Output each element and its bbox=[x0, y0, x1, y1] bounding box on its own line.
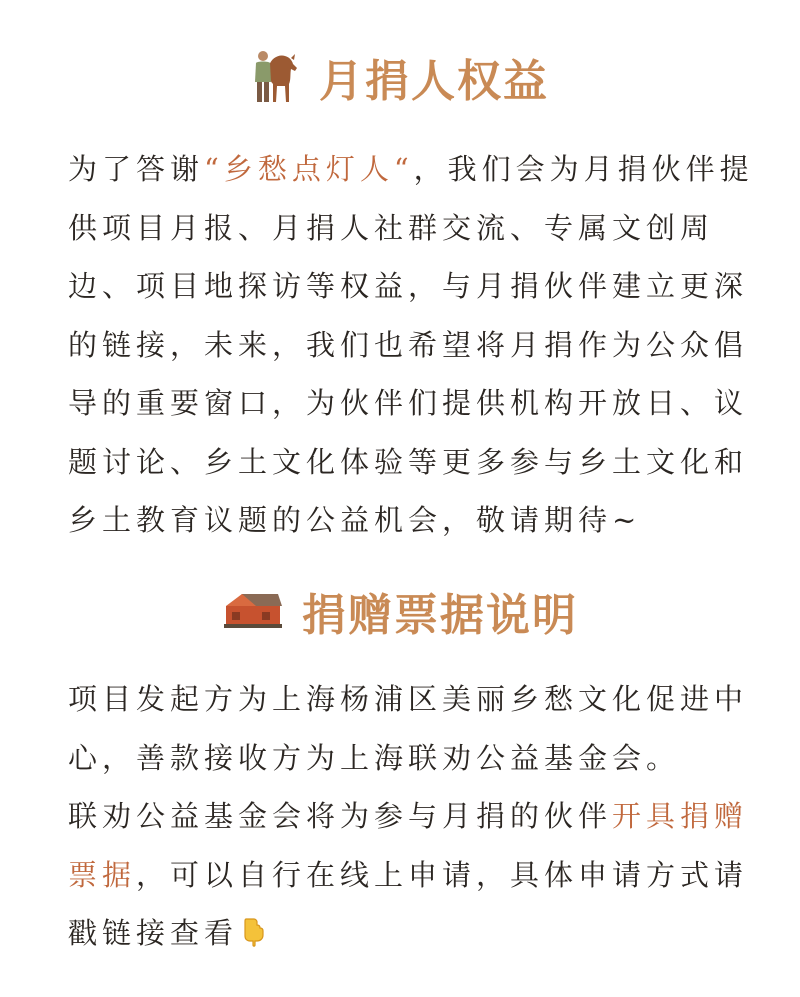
house-icon bbox=[222, 588, 284, 634]
section-title: 捐赠票据说明 bbox=[302, 590, 578, 641]
highlight-link-text[interactable]: 开具捐赠票据 bbox=[68, 799, 749, 892]
benefits-paragraph bbox=[68, 140, 758, 550]
pointing-down-hand-icon bbox=[240, 908, 266, 967]
paragraph-text: 为了答谢 bbox=[68, 152, 205, 186]
paragraph-text: ，可以自行在线上申请，具体申请方式请戳链接查看 bbox=[68, 857, 749, 950]
highlight-text: “乡愁点灯人“ bbox=[204, 152, 414, 186]
receipt-paragraph bbox=[68, 670, 758, 967]
person-with-horse-icon bbox=[251, 46, 301, 108]
paragraph-text: ，我们会为月捐伙伴提供项目月报、月捐人社群交流、专属文创周边、项目地探访等权益，与月捐伙伴建立更深的链接，未来，我们也希望将月捐作为公众倡导的重要窗口，为伙伴们提供机构开放日、议题讨论、乡土文化体验等更多参与乡土文化和乡土教育议题的公益机会，敬请期待~ bbox=[68, 152, 754, 537]
section-title: 月捐人权益 bbox=[319, 56, 549, 107]
receipt-line-1: 项目发起方为上海杨浦区美丽乡愁文化促进中心，善款接收方为上海联劝公益基金会。 bbox=[68, 682, 749, 775]
paragraph-text: 联劝公益基金会将为参与月捐的伙伴 bbox=[68, 799, 613, 833]
section-heading-benefits bbox=[0, 44, 800, 110]
receipt-line-2 bbox=[68, 787, 758, 967]
section-heading-receipt bbox=[0, 578, 800, 644]
